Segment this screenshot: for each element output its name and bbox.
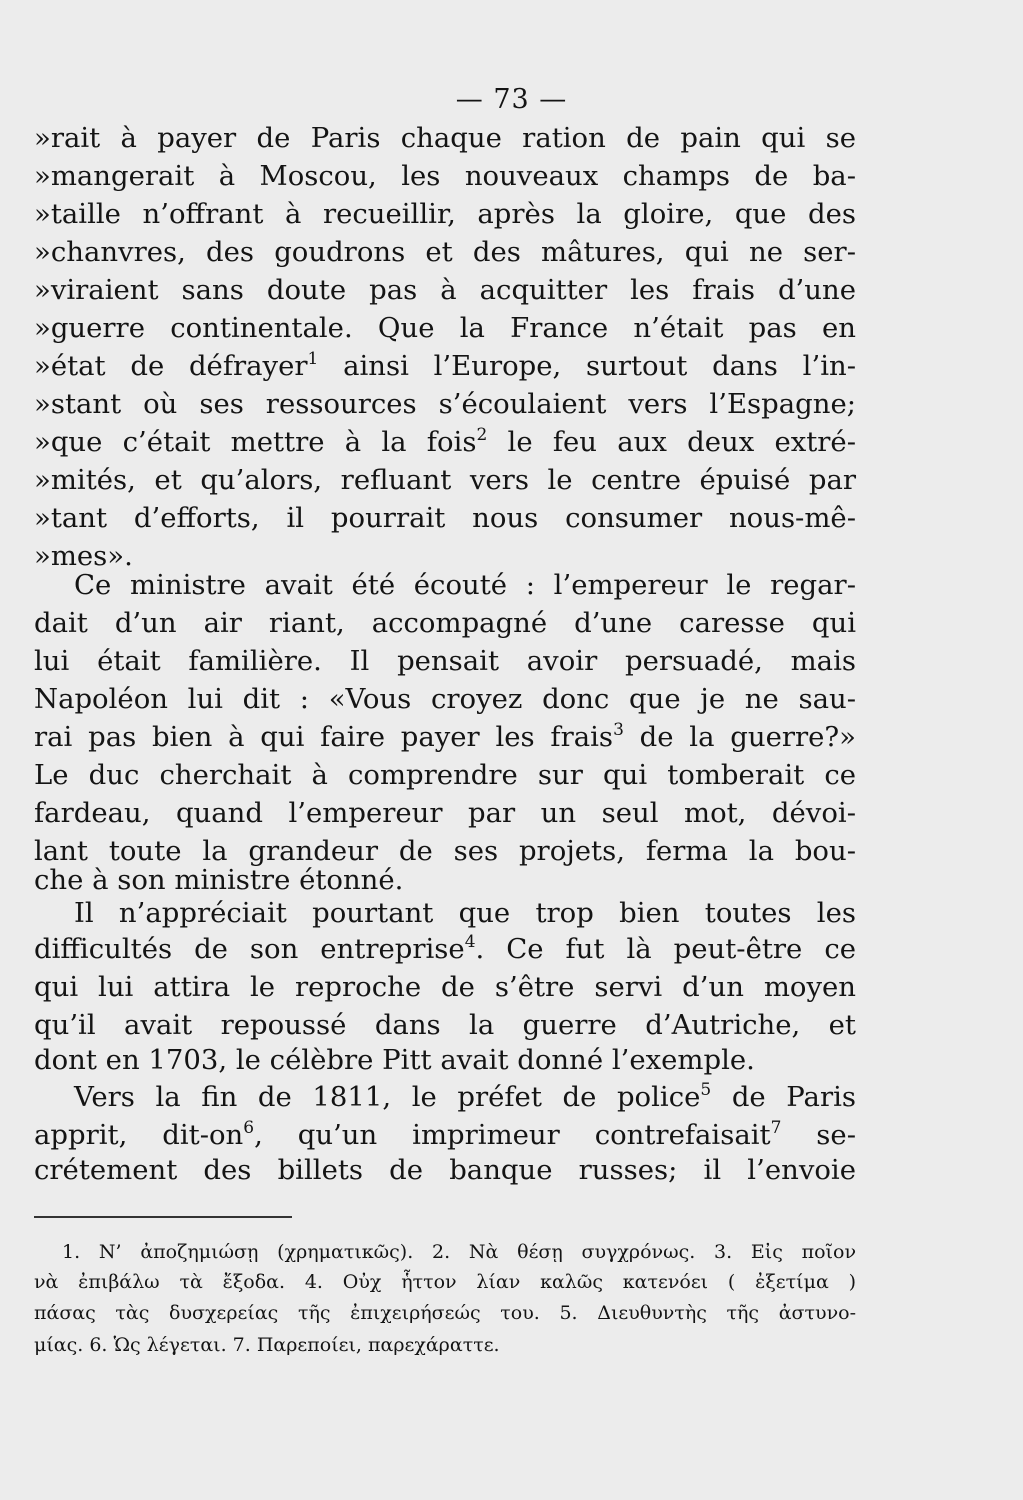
text-line: Vers la fin de 1811, le préfet de police$^5$ de Paris: [74, 1080, 857, 1113]
text-line: Ce ministre avait été écouté : l’empereur le regar-: [74, 569, 856, 601]
text-line: Napoléon lui dit : «Vous croyez donc que je ne sau-: [34, 683, 856, 715]
text-line: »stant où ses ressources s’écoulaient vers l’Espagne;: [34, 388, 856, 420]
text-line: Le duc cherchait à comprendre sur qui tomberait ce: [34, 759, 856, 791]
text-line: qui lui attira le reproche de s’être servi d’un moyen: [34, 971, 856, 1003]
text-line: »état de défrayer$^1$ ainsi l’Europe, surtout dans l’in-: [34, 349, 856, 382]
footnote-line: 1. Ν’ ἀποζημιώσῃ (χρηματικῶς). 2. Νὰ θέσῃ συγχρόνως. 3. Εἰς ποῖον: [62, 1241, 856, 1263]
text-line: »taille n’offrant à recueillir, après la gloire, que des: [34, 198, 856, 230]
text-line: »tant d’efforts, il pourrait nous consumer nous-mê-: [34, 502, 856, 534]
footnote-line: μίας. 6. Ὡς λέγεται. 7. Παρεποίει, παρεχάραττε.: [34, 1334, 500, 1356]
text-line: dont en 1703, le célèbre Pitt avait donné l’exemple.: [34, 1044, 755, 1076]
text-line: »chanvres, des goudrons et des mâtures, qui ne ser-: [34, 236, 856, 268]
text-line: »viraient sans doute pas à acquitter les frais d’une: [34, 274, 856, 306]
footnote-ref: 5: [700, 1080, 712, 1100]
text-line: »mes».: [34, 540, 133, 572]
footnote-ref: 2: [476, 425, 488, 445]
text-line: fardeau, quand l’empereur par un seul mot, dévoi-: [34, 797, 856, 829]
text-line: »que c’était mettre à la fois$^2$ le feu aux deux extré-: [34, 425, 856, 458]
footnote-line: πάσας τὰς δυσχερείας τῆς ἐπιχειρήσεώς του. 5. Διευθυντὴς τῆς ἀστυνο-: [34, 1302, 856, 1324]
footnote-ref: 4: [464, 932, 476, 952]
footnote-divider: [34, 1216, 292, 1218]
text-line: qu’il avait repoussé dans la guerre d’Autriche, et: [34, 1009, 856, 1041]
text-line: »mités, et qu’alors, refluant vers le centre épuisé par: [34, 464, 856, 496]
text-line: apprit, dit-$on^6$, qu’un imprimeur contrefaisait$^7$ se-: [34, 1118, 856, 1151]
text-line: »guerre continentale. Que la France n’était pas en: [34, 312, 856, 344]
text-line: lui était familière. Il pensait avoir persuadé, mais: [34, 645, 856, 677]
text-line: rai pas bien à qui faire payer les frais$^3$ de la guerre?»: [34, 720, 856, 753]
text-line: difficultés de son entreprise$^4$. Ce fut là peut-être ce: [34, 932, 856, 965]
footnote-ref: 7: [770, 1118, 782, 1138]
footnote-line: νὰ ἐπιβάλω τὰ ἔξοδα. 4. Οὐχ ἧττον λίαν καλῶς κατενόει ( ἐξετίμα ): [34, 1271, 856, 1293]
text-line: crétement des billets de banque russes; il l’envoie: [34, 1154, 856, 1186]
footnote-ref: 3: [613, 720, 624, 740]
text-line: dait d’un air riant, accompagné d’une caresse qui: [34, 607, 856, 639]
page-number: — 73 —: [455, 84, 568, 115]
text-line: »rait à payer de Paris chaque ration de pain qui se: [34, 122, 856, 154]
text-line: »mangerait à Moscou, les nouveaux champs de ba-: [34, 160, 856, 192]
text-line: lant toute la grandeur de ses projets, ferma la bou-: [34, 835, 856, 867]
text-line: Il n’appréciait pourtant que trop bien toutes les: [74, 897, 856, 929]
footnote-ref: 1: [307, 349, 319, 369]
text-line: che à son ministre étonné.: [34, 864, 404, 896]
footnote-ref: 6: [243, 1118, 255, 1138]
